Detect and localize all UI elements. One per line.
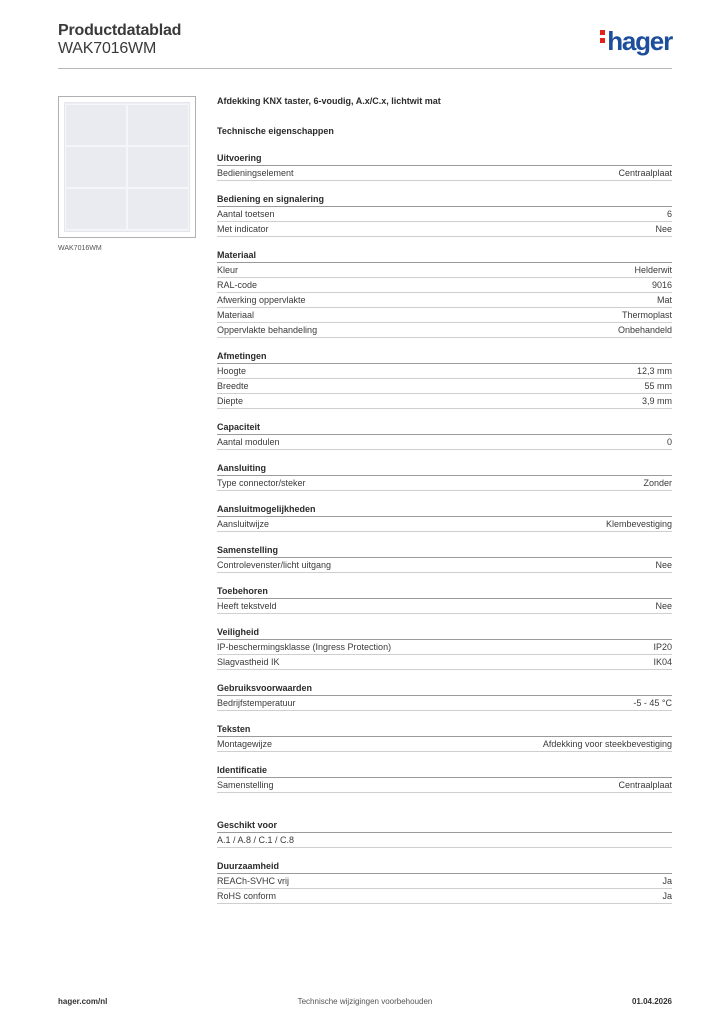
spec-row [217, 889, 672, 904]
spec-group-title: Capaciteit [217, 421, 672, 435]
header-divider [58, 68, 672, 69]
spec-row [217, 263, 672, 278]
spec-value: 0 [666, 437, 672, 447]
spec-label: Afwerking oppervlakte [217, 295, 306, 305]
spec-group [217, 682, 672, 711]
spec-value: Helderwit [634, 265, 672, 275]
spec-row [217, 558, 672, 573]
spec-value: Ja [662, 891, 672, 901]
document-subtitle: WAK7016WM [58, 40, 157, 57]
spec-row [217, 166, 672, 181]
spec-value: IP20 [653, 642, 672, 652]
spec-group [217, 860, 672, 904]
spec-value: 9016 [651, 280, 672, 290]
spec-group-title: Gebruiksvoorwaarden [217, 682, 672, 696]
spec-group-title: Aansluiting [217, 462, 672, 476]
spec-label: Aantal modulen [217, 437, 280, 447]
spec-group [217, 723, 672, 752]
spec-label: A.1 / A.8 / C.1 / C.8 [217, 835, 295, 845]
spec-label: Montagewijze [217, 739, 273, 749]
spec-row [217, 737, 672, 752]
logo-text: hager [607, 26, 672, 56]
spec-label: RoHS conform [217, 891, 277, 901]
spec-value: IK04 [653, 657, 672, 667]
spec-value: 55 mm [644, 381, 672, 391]
spec-row [217, 394, 672, 409]
spec-value: Nee [655, 224, 672, 234]
spec-label: Oppervlakte behandeling [217, 325, 318, 335]
spec-label: Type connector/steker [217, 478, 306, 488]
spec-group-title: Afmetingen [217, 350, 672, 364]
spec-group-title: Duurzaamheid [217, 860, 672, 874]
spec-group [217, 152, 672, 181]
spec-row [217, 874, 672, 889]
spec-label: Bedieningselement [217, 168, 294, 178]
spec-value: -5 - 45 °C [633, 698, 672, 708]
spec-group-title: Identificatie [217, 764, 672, 778]
spec-group-title: Materiaal [217, 249, 672, 263]
spec-group-title: Bediening en signalering [217, 193, 672, 207]
spec-value: 3,9 mm [641, 396, 672, 406]
spec-group [217, 585, 672, 614]
spec-group [217, 544, 672, 573]
spec-label: Breedte [217, 381, 249, 391]
spec-row [217, 833, 672, 848]
page-footer [58, 997, 672, 1011]
spec-row [217, 323, 672, 338]
spec-group [217, 350, 672, 409]
spec-group [217, 626, 672, 670]
footer-website-link[interactable]: hager.com/nl [58, 997, 108, 1006]
logo-dots-icon [600, 30, 605, 46]
spec-group [217, 421, 672, 450]
spec-group [217, 462, 672, 491]
spec-value: Nee [655, 601, 672, 611]
document-title: Productdatablad [58, 22, 182, 39]
image-caption: WAK7016WM [58, 245, 102, 252]
rocker-button-image [127, 104, 189, 146]
spec-row [217, 435, 672, 450]
spec-label: Aantal toetsen [217, 209, 275, 219]
spec-label: Kleur [217, 265, 239, 275]
footer-date: 01.04.2026 [631, 997, 672, 1006]
spec-label: IP-beschermingsklasse (Ingress Protection) [217, 642, 392, 652]
spec-row [217, 308, 672, 323]
spec-label: RAL-code [217, 280, 258, 290]
spec-row [217, 655, 672, 670]
spec-row [217, 476, 672, 491]
rocker-button-image [65, 104, 127, 146]
spec-value: Mat [656, 295, 672, 305]
footer-disclaimer: Technische wijzigingen voorbehouden [297, 997, 433, 1006]
spec-row [217, 640, 672, 655]
spec-label: Aansluitwijze [217, 519, 270, 529]
spec-group-title: Toebehoren [217, 585, 672, 599]
spec-label: Samenstelling [217, 780, 274, 790]
spec-row [217, 599, 672, 614]
spec-row [217, 517, 672, 532]
spec-group-title: Aansluitmogelijkheden [217, 503, 672, 517]
rocker-button-image [127, 188, 189, 230]
spec-row [217, 364, 672, 379]
spec-row [217, 379, 672, 394]
rocker-button-image [65, 146, 127, 188]
spec-value: Onbehandeld [617, 325, 672, 335]
spec-label: Diepte [217, 396, 244, 406]
extra-spec-groups [217, 819, 672, 904]
hager-logo[interactable] [600, 26, 672, 57]
spec-value: Nee [655, 560, 672, 570]
spec-label: Materiaal [217, 310, 255, 320]
spec-group-title: Samenstelling [217, 544, 672, 558]
spec-group [217, 503, 672, 532]
spec-value: Centraalplaat [618, 168, 672, 178]
spec-value: Zonder [643, 478, 672, 488]
spec-label: REACh-SVHC vrij [217, 876, 290, 886]
spec-content [217, 96, 672, 904]
spec-row [217, 222, 672, 237]
page-header [58, 20, 672, 70]
spec-row [217, 293, 672, 308]
spec-group-title: Veiligheid [217, 626, 672, 640]
spec-label: Controlevenster/licht uitgang [217, 560, 332, 570]
rocker-button-image [65, 188, 127, 230]
spec-row [217, 696, 672, 711]
spec-value: 6 [666, 209, 672, 219]
spec-group [217, 819, 672, 848]
spec-value: Centraalplaat [618, 780, 672, 790]
spec-row [217, 778, 672, 793]
spec-value: Thermoplast [621, 310, 672, 320]
rocker-button-image [127, 146, 189, 188]
spec-row [217, 278, 672, 293]
spec-group [217, 249, 672, 338]
spec-group [217, 193, 672, 237]
spec-row [217, 207, 672, 222]
spec-group [217, 764, 672, 793]
spec-value: Ja [662, 876, 672, 886]
product-image [58, 96, 196, 238]
spec-label: Heeft tekstveld [217, 601, 277, 611]
spec-label: Hoogte [217, 366, 247, 376]
spec-group-title: Teksten [217, 723, 672, 737]
spec-group-title: Geschikt voor [217, 819, 672, 833]
spec-group-title: Uitvoering [217, 152, 672, 166]
spec-groups [217, 152, 672, 793]
spec-label: Met indicator [217, 224, 269, 234]
spec-label: Bedrijfstemperatuur [217, 698, 296, 708]
spec-value: Afdekking voor steekbevestiging [542, 739, 672, 749]
section-heading: Technische eigenschappen [217, 126, 334, 136]
spec-value: 12,3 mm [636, 366, 672, 376]
spec-label: Slagvastheid IK [217, 657, 280, 667]
spec-value: Klembevestiging [605, 519, 672, 529]
cover-plate-image [64, 102, 190, 232]
product-description: Afdekking KNX taster, 6-voudig, A.x/C.x, lichtwit mat [217, 96, 441, 106]
